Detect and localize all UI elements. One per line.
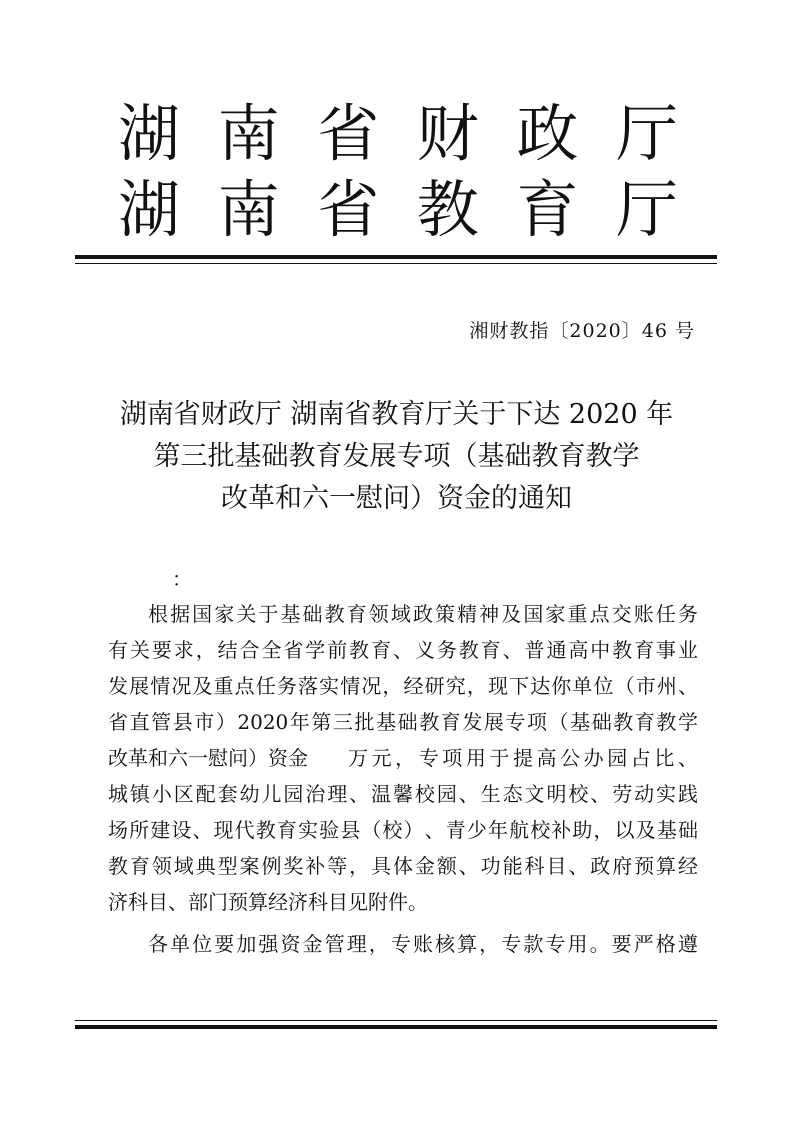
glyph: 县 — [340, 818, 361, 842]
glyph: 、 — [458, 782, 479, 806]
glyph: 配 — [195, 782, 216, 806]
glyph: 义 — [414, 638, 435, 662]
glyph: 南 — [217, 97, 280, 170]
glyph: 目 — [546, 854, 567, 878]
glyph: 典 — [195, 854, 216, 878]
glyph: ， — [349, 854, 370, 878]
glyph: 校 — [568, 782, 589, 806]
glyph: 业 — [677, 638, 698, 662]
glyph: 校 — [414, 782, 435, 806]
glyph: 加 — [236, 932, 257, 956]
glyph: 务 — [436, 638, 457, 662]
body-line — [108, 704, 698, 740]
glyph: 教 — [255, 818, 276, 842]
glyph: 情 — [150, 674, 171, 698]
glyph: 根 — [148, 602, 168, 626]
glyph: 况 — [171, 674, 192, 698]
glyph: 、 — [349, 782, 370, 806]
glyph: 三 — [332, 710, 353, 734]
glyph: 市 — [194, 710, 215, 734]
glyph: 政 — [412, 602, 433, 626]
glyph: 案 — [239, 854, 260, 878]
glyph: 关 — [129, 638, 150, 662]
glyph: 治 — [305, 782, 326, 806]
glyph: 重 — [213, 674, 234, 698]
glyph: 、 — [392, 638, 413, 662]
glyph: 况 — [361, 674, 382, 698]
glyph: 校 — [382, 818, 403, 842]
title-line-2: 第三批基础教育发展专项（基础教育教学 — [153, 441, 640, 472]
glyph: 能 — [502, 854, 523, 878]
glyph: 省 — [283, 638, 304, 662]
glyph: 要 — [611, 932, 632, 956]
glyph: 元 — [371, 746, 392, 770]
body-line: 济科目、部门预算经济科目见附件。 — [108, 890, 428, 914]
glyph: （ — [361, 818, 382, 842]
body-line-amount — [108, 740, 698, 776]
glyph: 教 — [613, 710, 634, 734]
glyph: 场 — [108, 818, 128, 842]
glyph: 区 — [173, 782, 194, 806]
glyph: 、 — [424, 818, 445, 842]
glyph: 温 — [371, 782, 392, 806]
glyph: 幼 — [239, 782, 260, 806]
glyph: 理 — [346, 932, 367, 956]
glyph: ， — [593, 818, 614, 842]
glyph: 教 — [458, 638, 479, 662]
glyph: 础 — [397, 710, 418, 734]
glyph: 教 — [108, 854, 128, 878]
glyph: 强 — [258, 932, 279, 956]
glyph: 、 — [677, 746, 698, 770]
glyph: 中 — [590, 638, 611, 662]
glyph: 于 — [258, 602, 279, 626]
glyph: 专 — [418, 746, 439, 770]
body-line — [108, 596, 698, 632]
glyph: 项 — [442, 746, 463, 770]
glyph: 第 — [311, 710, 332, 734]
glyph: 结 — [217, 638, 238, 662]
glyph: 账 — [633, 602, 654, 626]
glyph: 及 — [501, 602, 522, 626]
glyph: 公 — [560, 746, 581, 770]
glyph: 育 — [516, 173, 579, 246]
glyph: 遵 — [677, 932, 698, 956]
glyph: 款 — [523, 932, 544, 956]
glyph: 具 — [371, 854, 392, 878]
glyph: 直 — [129, 710, 150, 734]
glyph: 园 — [283, 782, 304, 806]
document-body — [108, 596, 698, 962]
glyph: 高 — [536, 746, 557, 770]
glyph: 家 — [545, 602, 566, 626]
glyph: 实 — [319, 674, 340, 698]
glyph: 关 — [236, 602, 257, 626]
glyph: 经 — [403, 674, 424, 698]
glyph: 预 — [634, 854, 655, 878]
glyph: 以 — [614, 818, 635, 842]
glyph: 态 — [502, 782, 523, 806]
glyph: 实 — [297, 818, 318, 842]
amount-blank — [308, 740, 348, 776]
glyph: 务 — [677, 602, 698, 626]
glyph: 教 — [656, 710, 677, 734]
glyph: 体 — [392, 854, 413, 878]
glyph: 任 — [655, 602, 676, 626]
glyph: 精 — [457, 602, 478, 626]
glyph: ） — [403, 818, 424, 842]
glyph: 、 — [677, 674, 698, 698]
glyph: 家 — [214, 602, 235, 626]
glyph: 奖 — [283, 854, 304, 878]
glyph: 域 — [390, 602, 411, 626]
body-line — [108, 926, 698, 962]
glyph: 位 — [192, 932, 213, 956]
glyph: 域 — [173, 854, 194, 878]
glyph: 教 — [349, 638, 370, 662]
glyph: 、 — [458, 854, 479, 878]
glyph: 设 — [171, 818, 192, 842]
glyph: 要 — [151, 638, 172, 662]
glyph: 劳 — [612, 782, 633, 806]
glyph: 情 — [340, 674, 361, 698]
glyph: 国 — [192, 602, 213, 626]
glyph: 。 — [589, 932, 610, 956]
glyph: 于 — [489, 746, 510, 770]
glyph: 神 — [479, 602, 500, 626]
glyph: 助 — [572, 818, 593, 842]
glyph: 用 — [465, 746, 486, 770]
glyph: 专 — [545, 932, 566, 956]
glyph: 事 — [656, 638, 677, 662]
glyph: 通 — [546, 638, 567, 662]
glyph: 及 — [192, 674, 213, 698]
glyph: 省 — [317, 173, 380, 246]
glyph: 、 — [502, 638, 523, 662]
glyph: 型 — [217, 854, 238, 878]
glyph: 、 — [192, 818, 213, 842]
glyph: 研 — [424, 674, 445, 698]
glyph: 学 — [677, 710, 698, 734]
glyph: 账 — [412, 932, 433, 956]
glyph: 有 — [108, 638, 128, 662]
glyph: 代 — [234, 818, 255, 842]
glyph: ， — [368, 932, 389, 956]
glyph: 发 — [108, 674, 128, 698]
glyph: 重 — [567, 602, 588, 626]
glyph: ， — [382, 674, 403, 698]
glyph: 园 — [436, 782, 457, 806]
glyph: 湖 — [118, 97, 181, 170]
glyph: 础 — [591, 710, 612, 734]
document-number: 湘财教指〔2020〕46 号 — [469, 320, 695, 342]
glyph: 策 — [435, 602, 456, 626]
glyph: 点 — [234, 674, 255, 698]
glyph: 全 — [261, 638, 282, 662]
footer-rule-thick — [75, 1025, 717, 1029]
glyph: 展 — [483, 710, 504, 734]
glyph: 理 — [327, 782, 348, 806]
glyph: 万 — [348, 746, 368, 770]
title-line-3: 改革和六一慰问）资金的通知 — [221, 483, 572, 514]
glyph: 县 — [172, 710, 193, 734]
glyph: 你 — [551, 674, 572, 698]
glyph: 政 — [590, 854, 611, 878]
glyph: 城 — [108, 782, 128, 806]
body-line — [108, 668, 698, 704]
glyph: 生 — [480, 782, 501, 806]
glyph: 点 — [589, 602, 610, 626]
glyph: 金 — [414, 854, 435, 878]
glyph: 金 — [302, 932, 323, 956]
glyph: 展 — [129, 674, 150, 698]
glyph: 教 — [612, 638, 633, 662]
glyph: 明 — [546, 782, 567, 806]
glyph: （ — [614, 674, 635, 698]
glyph: 青 — [445, 818, 466, 842]
glyph: 发 — [462, 710, 483, 734]
header-rule-thin — [75, 263, 717, 264]
glyph: 财 — [416, 97, 479, 170]
glyph: 务 — [276, 674, 297, 698]
glyph: 省 — [108, 710, 128, 734]
glyph: 、 — [590, 782, 611, 806]
glyph: 管 — [324, 932, 345, 956]
glyph: 高 — [568, 638, 589, 662]
glyph: 少 — [466, 818, 487, 842]
glyph: 文 — [524, 782, 545, 806]
glyph: 单 — [170, 932, 191, 956]
glyph: 教 — [416, 173, 479, 246]
glyph: 经 — [677, 854, 698, 878]
glyph: 省 — [317, 97, 380, 170]
glyph: 基 — [376, 710, 397, 734]
glyph: 前 — [327, 638, 348, 662]
glyph: 补 — [305, 854, 326, 878]
glyph: 验 — [319, 818, 340, 842]
glyph: 等 — [327, 854, 348, 878]
glyph: 交 — [611, 602, 632, 626]
glyph: 补 — [551, 818, 572, 842]
glyph: 基 — [280, 602, 301, 626]
glyph: 比 — [654, 746, 675, 770]
glyph: 套 — [217, 782, 238, 806]
glyph: 专 — [501, 932, 522, 956]
glyph: 及 — [635, 818, 656, 842]
body-line — [108, 848, 698, 884]
glyph: 算 — [656, 854, 677, 878]
body-text-after-amount — [348, 740, 698, 776]
glyph: 位 — [593, 674, 614, 698]
glyph: 落 — [297, 674, 318, 698]
glyph: 用 — [567, 932, 588, 956]
body-line — [108, 812, 698, 848]
glyph: 格 — [655, 932, 676, 956]
glyph: 领 — [151, 854, 172, 878]
body-line — [108, 776, 698, 812]
glyph: 领 — [368, 602, 389, 626]
glyph: 教 — [324, 602, 345, 626]
glyph: 湖 — [118, 173, 181, 246]
glyph: 学 — [305, 638, 326, 662]
glyph: ， — [195, 638, 216, 662]
glyph: 年 — [289, 710, 310, 734]
glyph: 教 — [419, 710, 440, 734]
glyph: 现 — [487, 674, 508, 698]
glyph: 厅 — [615, 173, 678, 246]
title-line-1: 湖南省财政厅 湖南省教育厅关于下达 2020 年 — [119, 399, 674, 430]
glyph: 小 — [151, 782, 172, 806]
glyph: 算 — [457, 932, 478, 956]
glyph: ， — [466, 674, 487, 698]
glyph: 政 — [516, 97, 579, 170]
glyph: 儿 — [261, 782, 282, 806]
glyph: 育 — [371, 638, 392, 662]
body-text-before-amount: 改革和六一慰问）资金 — [108, 746, 308, 770]
glyph: 所 — [129, 818, 150, 842]
glyph: 专 — [505, 710, 526, 734]
glyph: 、 — [568, 854, 589, 878]
glyph: 校 — [530, 818, 551, 842]
glyph: 管 — [151, 710, 172, 734]
glyph: 占 — [630, 746, 651, 770]
glyph: 究 — [445, 674, 466, 698]
glyph: 达 — [530, 674, 551, 698]
glyph: 普 — [524, 638, 545, 662]
glyph: 府 — [612, 854, 633, 878]
glyph: 市 — [635, 674, 656, 698]
glyph: 年 — [487, 818, 508, 842]
glyph: 基 — [570, 710, 591, 734]
glyph: 础 — [302, 602, 323, 626]
document-title — [70, 394, 723, 520]
issuer-line-1 — [118, 98, 678, 170]
glyph: 航 — [509, 818, 530, 842]
glyph: 育 — [634, 710, 655, 734]
glyph: 育 — [634, 638, 655, 662]
glyph: 求 — [173, 638, 194, 662]
glyph: 园 — [607, 746, 628, 770]
glyph: 州 — [656, 674, 677, 698]
glyph: 馨 — [392, 782, 413, 806]
glyph: 科 — [524, 854, 545, 878]
glyph: 资 — [280, 932, 301, 956]
glyph: 育 — [480, 638, 501, 662]
glyph: 2020 — [237, 710, 289, 734]
glyph: 项 — [527, 710, 548, 734]
glyph: 建 — [150, 818, 171, 842]
body-line — [108, 632, 698, 668]
glyph: 镇 — [129, 782, 150, 806]
glyph: 基 — [656, 818, 677, 842]
glyph: 育 — [129, 854, 150, 878]
glyph: ， — [395, 746, 416, 770]
glyph: 办 — [583, 746, 604, 770]
glyph: 单 — [572, 674, 593, 698]
glyph: 据 — [170, 602, 191, 626]
glyph: ） — [215, 710, 236, 734]
header-rule-thick — [75, 255, 717, 259]
glyph: 础 — [677, 818, 698, 842]
glyph: ， — [479, 932, 500, 956]
glyph: 合 — [239, 638, 260, 662]
glyph: 例 — [261, 854, 282, 878]
glyph: 下 — [509, 674, 530, 698]
glyph: 育 — [346, 602, 367, 626]
salutation: ： — [172, 567, 192, 591]
glyph: （ — [548, 710, 569, 734]
glyph: 践 — [677, 782, 698, 806]
footer-rule-thin — [75, 1020, 717, 1021]
glyph: 批 — [354, 710, 375, 734]
glyph: 任 — [255, 674, 276, 698]
glyph: 提 — [512, 746, 533, 770]
glyph: 现 — [213, 818, 234, 842]
glyph: 国 — [523, 602, 544, 626]
glyph: 额 — [436, 854, 457, 878]
glyph: 严 — [633, 932, 654, 956]
glyph: 功 — [480, 854, 501, 878]
issuer-line-2 — [118, 174, 678, 246]
glyph: 各 — [148, 932, 168, 956]
glyph: 厅 — [615, 97, 678, 170]
glyph: 动 — [634, 782, 655, 806]
glyph: 育 — [276, 818, 297, 842]
glyph: 南 — [217, 173, 280, 246]
glyph: 育 — [440, 710, 461, 734]
glyph: 要 — [214, 932, 235, 956]
glyph: 核 — [435, 932, 456, 956]
glyph: 专 — [390, 932, 411, 956]
glyph: 实 — [656, 782, 677, 806]
